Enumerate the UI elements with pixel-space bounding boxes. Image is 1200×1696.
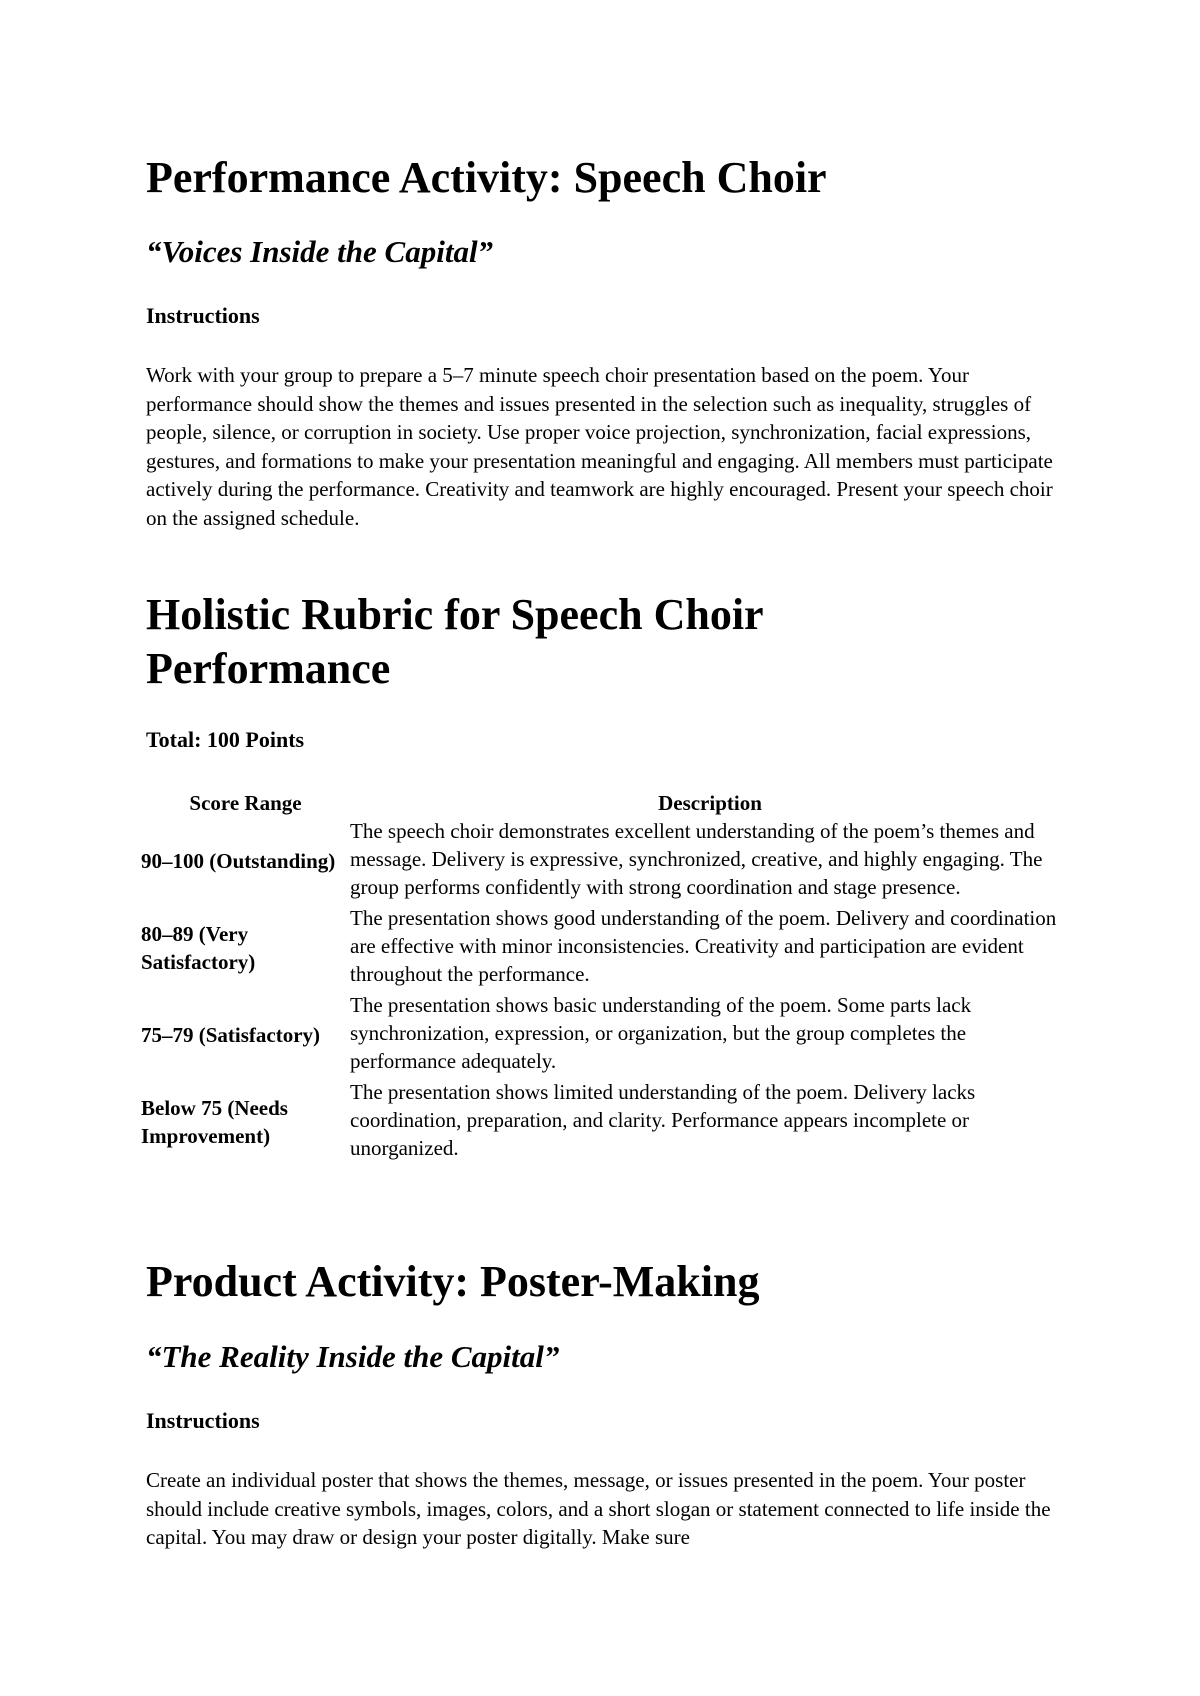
section1-subtitle: “Voices Inside the Capital”	[146, 234, 494, 269]
rubric-row	[141, 904, 1070, 991]
section2-instructions-text: Create an individual poster that shows the themes, message, or issues presented in the poem. Your poster should include creative symbols, images, colors, and a short slogan or statement connected to life inside the capital. You may draw or design your poster digitally. Make sure	[146, 1468, 1051, 1549]
rubric-row	[141, 991, 1070, 1078]
rubric-row	[141, 817, 1070, 904]
score-range-header: Score Range	[189, 791, 302, 815]
rubric-description: The presentation shows good understanding of the poem. Delivery and coordination are effective with minor inconsistencies. Creativity and participation are evident throughout the performance.	[350, 906, 1057, 986]
rubric-row	[141, 1078, 1070, 1165]
rubric-description: The presentation shows basic understanding of the poem. Some parts lack synchronization, expression, or organization, but the group completes the performance adequately.	[350, 993, 972, 1073]
rubric-table	[141, 783, 1070, 1165]
rubric-score: Below 75 (Needs Improvement)	[141, 1095, 288, 1148]
rubric-description: The speech choir demonstrates excellent understanding of the poem’s themes and message. Delivery is expressive, synchronized, creative, and highly engaging. The group performs confidently with strong coordination and stage presence.	[350, 819, 1043, 899]
section2-subtitle: “The Reality Inside the Capital”	[146, 1339, 560, 1374]
rubric-score: 80–89 (Very Satisfactory)	[141, 921, 256, 974]
rubric-description: The presentation shows limited understanding of the poem. Delivery lacks coordination, preparation, and clarity. Performance appears incomplete or unorganized.	[350, 1080, 976, 1160]
description-header: Description	[658, 791, 762, 815]
rubric-total: Total: 100 Points	[146, 727, 305, 752]
section1-instructions-text: Work with your group to prepare a 5–7 minute speech choir presentation based on the poem. Your performance should show the themes and issues presented in the selection such as inequality, struggles of people, silence, or corruption in society. Use proper voice projection, synchronization, facial expressions, gestures, and formations to make your presentation meaningful and engaging. All members must participate actively during the performance. Creativity and teamwork are highly encouraged. Present your speech choir on the assigned schedule.	[146, 363, 1053, 530]
rubric-title-line1: Holistic Rubric for Speech Choir	[146, 590, 764, 639]
rubric-header-row	[141, 783, 1070, 817]
rubric-title-line2: Performance	[146, 644, 391, 693]
section2-title: Product Activity: Poster-Making	[146, 1257, 760, 1306]
rubric-score: 90–100 (Outstanding)	[141, 848, 336, 873]
section2-instructions-heading: Instructions	[146, 1408, 260, 1433]
rubric-score: 75–79 (Satisfactory)	[141, 1022, 321, 1047]
section1-instructions-heading: Instructions	[146, 303, 260, 328]
section1-title: Performance Activity: Speech Choir	[146, 153, 827, 202]
